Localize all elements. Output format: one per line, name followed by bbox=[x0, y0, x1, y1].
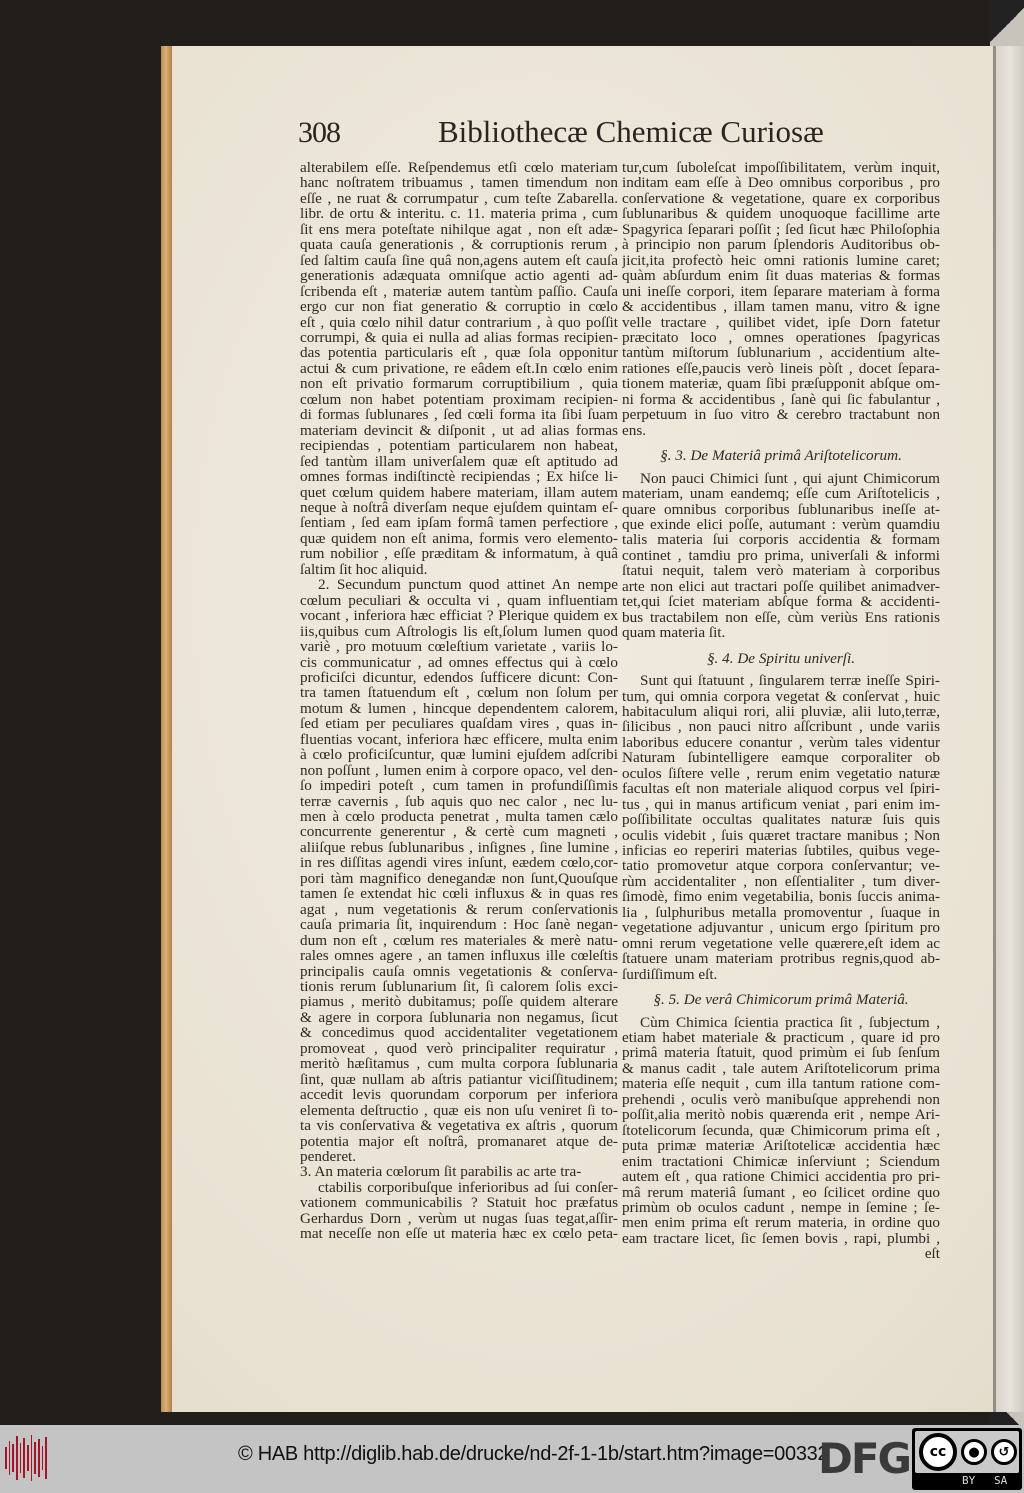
text-line: ſaltim ſit hoc aliquid. bbox=[300, 561, 428, 578]
text-line: Cùm Chimica ſcientia practica ſit , ſubjectum , bbox=[640, 1014, 940, 1031]
sa-label: SA bbox=[994, 1474, 1008, 1487]
text-line: eam tractare licet, ſic ſemen bovis , rapi, plumbi , bbox=[622, 1230, 940, 1247]
text-line: eſſe , ne ruat & corrumpatur , cum teſte Zabarella. bbox=[300, 190, 618, 207]
text-line: fluentias vocant, inferiora hæc efficere, multa enim bbox=[300, 731, 618, 748]
text-line: materia eſſe nequit , cum illa tantum ratione com- bbox=[622, 1076, 940, 1092]
text-line: autem eſt , qua ratione Chimici accidentia pro pri- bbox=[622, 1169, 940, 1185]
sa-share-alike-icon: ↺ bbox=[991, 1439, 1017, 1465]
text-line: ſimodè, fimo enim vegetabilia, bonis ſuccis anima- bbox=[622, 889, 940, 905]
text-line: mat neceſſe non eſſe ut materia hæc ex cœlo peta- bbox=[300, 1226, 618, 1242]
text-line: 3. An materia cœlorum ſit parabilis ac arte tra- bbox=[300, 1164, 582, 1180]
text-line: actui & cum privatione, re eâdem eſt.In cœlo enim bbox=[300, 360, 618, 377]
text-line: mâ rerum materiâ ſumant , eo ſcilicet ordine quo bbox=[622, 1184, 940, 1200]
text-line: hanc noſtratem tribuamus , tamen timendum non bbox=[300, 175, 618, 191]
text-line: quata cauſa generationis , & corruptionis rerum , bbox=[300, 237, 618, 253]
text-line: men enim prima eſt rerum materia, in ordine quo bbox=[622, 1215, 940, 1231]
cc-badge-inner bbox=[915, 1431, 1019, 1473]
text-line: & concedimus quod accidentaliter vegetationem bbox=[300, 1025, 618, 1041]
text-line: materiam devincit & diſponit , ut ad alias formas bbox=[300, 422, 618, 439]
text-line: pori tàm magnifico denegandæ non ſunt,Quouſque bbox=[300, 870, 618, 887]
hab-logo-icon[interactable] bbox=[5, 1433, 47, 1483]
text-line: ſed ſaltim cauſa ſine quâ non,agens autem eſt cauſa bbox=[300, 252, 618, 269]
text-line: omnes formas indiſtinctè recipiendas ; Ex hiſce li- bbox=[300, 469, 618, 485]
text-line: ſilicibus , non pauci nitro aſſcribunt , unde variis bbox=[622, 719, 940, 735]
text-line: vegetatione adjuvantur , unicum ergo ſpiritum pro bbox=[622, 920, 940, 936]
footer-bar bbox=[0, 1425, 1024, 1493]
facing-page-edge bbox=[996, 46, 1024, 1412]
text-line: quæ quidem non eſt anima, formis vero elemento- bbox=[300, 530, 618, 547]
copyright-link[interactable]: © HAB http://diglib.hab.de/drucke/nd-2f-1-1b/start.htm?image=00332 bbox=[238, 1443, 829, 1465]
text-line: cis communicatur , ad omnes effectus qui à cœlo bbox=[300, 654, 618, 670]
text-line: ctabilis corporibuſque inferioribus ad ſui conſer- bbox=[318, 1179, 618, 1196]
text-line: quet cœlum quidem habere materiam, illam autem bbox=[300, 484, 618, 500]
text-line: ſed tantùm illam univerſalem quæ eſt aptitudo ad bbox=[300, 453, 618, 470]
text-line: agat , num vegetationis & rerum conſervationis bbox=[300, 901, 618, 918]
text-line: à cœlo proficiſcuntur, quæ lumini ejuſdem adſcribi bbox=[300, 747, 618, 763]
text-line: variè , pro motuum cœleſtium varietate , variis lo- bbox=[300, 639, 618, 655]
text-line: potentia major eſt noſtrâ, promanaret atque de- bbox=[300, 1133, 618, 1149]
text-line: in res diſſitas agendi vires inſunt, eædem cœlo,cor- bbox=[300, 855, 618, 871]
text-line: elementa deſtructio , quæ eis non uſu veniret ſi to- bbox=[300, 1102, 618, 1119]
text-line: di formas ſublunares , ſed cœli forma ita ſibi ſuam bbox=[300, 407, 618, 423]
text-line: Non pauci Chimici ſunt , qui ajunt Chimicorum bbox=[640, 470, 940, 487]
text-line: quare omnibus corporibus ſublunaribus ineſſe at- bbox=[622, 501, 940, 517]
text-line: generationis adæquata omniſque actio agenti ad- bbox=[300, 268, 618, 284]
text-line: tus , qui in manus artificum veniat , pari enim im- bbox=[622, 796, 940, 813]
text-line: lia , ſulphuribus metalla promoventur , ſuaque in bbox=[622, 904, 940, 921]
text-line: rùm accidentaliter , non eſſentialiter , tum diver- bbox=[622, 873, 940, 890]
text-line: velle tractare , quilibet videt, ipſe Dorn fatetur bbox=[622, 314, 940, 330]
text-line: alterabilem eſſe. Reſpendemus etſi cœlo materiam bbox=[300, 160, 618, 176]
text-line: poſſit,alia meritò nobis quærenda erit , nempe Ari- bbox=[622, 1107, 940, 1123]
text-line: arte non elici aut tractari poſſe quilibet animadver- bbox=[622, 578, 940, 595]
text-line: tum, qui omnia corpora vegetat & conſervat , huic bbox=[622, 688, 940, 704]
text-line: primùm ob oculos cadunt , nempe in ſemine ; ſe- bbox=[622, 1200, 940, 1216]
text-line: vocant , inferiora hæc efficiat ? Plerique quidem ex bbox=[300, 608, 618, 624]
page-number: 308 bbox=[298, 116, 340, 149]
section-heading: §. 5. De verâ Chimicorum primâ Materiâ. bbox=[653, 991, 909, 1009]
text-line: talis materia ſui corporis accidentia & formam bbox=[622, 532, 940, 548]
text-line: rales omnes agere , an tamen influxus ille cœleſtis bbox=[300, 948, 618, 964]
text-line: puta primæ materiæ Ariſtotelicæ accidentia hæc bbox=[622, 1138, 940, 1154]
text-line: tra tamen ſtatuendum eſt , cœlum non ſolum per bbox=[300, 685, 618, 701]
text-line: ſed etiam per peculiares quaſdam vires , quas in- bbox=[300, 716, 618, 732]
text-line: libr. de ortu & interitu. c. 11. materia prima , cum bbox=[300, 206, 618, 222]
text-line: non eſt privatio formarum corruptibilium , quia bbox=[300, 376, 618, 392]
text-line: & manus cadit , tale autem Ariſtotelicorum prima bbox=[622, 1060, 940, 1077]
text-line: oculis videbit , ſuis quæret tractare manibus ; Non bbox=[622, 827, 940, 844]
text-line: præcitato loco , omnes operationes ſpagyricas bbox=[622, 329, 940, 346]
text-line: ſcribenda eſt , materiæ autem tantùm paſſio. Cauſa bbox=[300, 283, 618, 300]
text-line: promoveat , quod verò principaliter requiratur , bbox=[300, 1040, 618, 1057]
text-line: tatio promovetur atque corpora conſervantur; ve- bbox=[622, 858, 940, 874]
text-line: omni rerum vegetatione velle quærere,eſt idem ac bbox=[622, 935, 940, 952]
text-line: ſublunaribus & quidem unoquoque facillime arte bbox=[622, 206, 940, 222]
text-line: enim tractationi Chimicæ inſerviunt ; Sciendum bbox=[622, 1153, 940, 1170]
text-line: conſervatione & vegetatione, quare ex corporibus bbox=[622, 190, 940, 207]
dfg-logo-icon[interactable]: DFG bbox=[818, 1434, 911, 1483]
text-line: tantùm miſtorum ſublunarium , accidentium alte- bbox=[622, 345, 940, 361]
text-line: quàm abſurdum enim ſit duas materias & formas bbox=[622, 268, 940, 284]
right-column bbox=[622, 160, 940, 1262]
text-line: primâ materia ſtatuit, quod primùm ei ſub ſenſum bbox=[622, 1045, 940, 1061]
text-line: ſtatuere unam materiam protribus regnis,quod ab- bbox=[622, 951, 940, 967]
text-line: tionis rerum ſublunarium ſit, ſi calorem ſolis exci- bbox=[300, 979, 618, 995]
text-line: ſint, quæ nullam ab aſtris patiantur viciſſitudinem; bbox=[300, 1071, 618, 1088]
running-head bbox=[298, 114, 824, 160]
text-line: Gerhardus Dorn , verùm ut nugas ſuas tegat,aſſir- bbox=[300, 1210, 618, 1227]
text-line: ſo impediri poteſt , cum tamen in profundiſſimis bbox=[300, 778, 618, 794]
text-line: vationem communicabilis ? Statuit hoc præfatus bbox=[300, 1195, 618, 1211]
text-line: oculos ſiſtere velle , rerum enim vegetatio naturæ bbox=[622, 765, 940, 782]
text-line: rationes eſſe,paucis verò lineis pòſt , docet ſepara- bbox=[622, 360, 940, 377]
text-line: cœlum non habet potentiam proximam recipien- bbox=[300, 391, 618, 408]
text-line: dum non eſt , cœlum res materiales & merè natu- bbox=[300, 932, 618, 949]
text-line: cauſa primaria ſit, inquirendum : Hoc ſanè negan- bbox=[300, 917, 618, 933]
cc-icon: cc bbox=[919, 1433, 957, 1471]
text-line: principalis cauſa omnis vegetationis & conſerva- bbox=[300, 963, 618, 980]
text-line: recipiendas , potentiam particularem non habeat, bbox=[300, 438, 618, 454]
text-line: neque à noſtrâ diverſam neque ejuſdem quintam eſ- bbox=[300, 499, 618, 516]
text-line: rum nobilior , eſſe præditam & informatum, à quâ bbox=[300, 546, 618, 562]
text-line: prehendi , oculis verò manibuſque apprehendi non bbox=[622, 1091, 940, 1108]
text-line: facultas eſt non materiale aliquod corpus vel ſpiri- bbox=[622, 781, 940, 797]
left-column bbox=[300, 160, 618, 1242]
scan-corner-top bbox=[990, 0, 1024, 50]
text-line: iis,quibus cum Aſtrologis lis eſt,ſolum lumen quod bbox=[300, 623, 618, 640]
text-line: penderet. bbox=[300, 1149, 357, 1165]
text-line: Spagyrica ſeparari poſſit ; ſed ſicut hæc Philoſophia bbox=[622, 221, 940, 238]
text-line: ſtatui nequit, talem verò materiam à corporibus bbox=[622, 563, 940, 579]
text-line: ſit ens mera poteſtate nihilque agat , non eſt adæ- bbox=[300, 221, 618, 238]
text-line: proficiſci dicuntur, edendos ſufficere dicunt: Con- bbox=[300, 669, 618, 686]
text-line: & agere in corpora ſublunaria non negamus, ſicut bbox=[300, 1009, 618, 1026]
text-line: corrumpi, & quia ei nulla ad alias formas recipien- bbox=[300, 329, 618, 346]
text-line: habitaculum aliqui rori, alii pluviæ, alii luto,terræ, bbox=[622, 703, 940, 720]
text-line: ſurdiſſimum eſt. bbox=[622, 966, 718, 983]
text-line: Sunt qui ſtatuunt , ſingularem terræ ineſſe Spiri- bbox=[640, 673, 940, 689]
text-line: etiam habet materiale & practicum , quare id pro bbox=[622, 1030, 940, 1046]
text-line: accedit levis quorundam corporum per inferiora bbox=[300, 1087, 618, 1103]
text-line: Naturam ſubintelligere eamque corporaliter ob bbox=[622, 750, 940, 766]
text-line: que exinde elici poſſe, autumant : verùm quamdiu bbox=[622, 516, 940, 533]
text-line: aliiſque rebus ſublunaribus , inſignes , ſine lumine , bbox=[300, 839, 618, 856]
text-line: ta vis conſervativa & vegetativa ex aſtris , quorum bbox=[300, 1118, 618, 1134]
text-line: continet , tamdiu pro prima, univerſali & informi bbox=[622, 547, 940, 564]
text-line: non poſſunt , lumen enim à corpore opaco, vel den- bbox=[300, 762, 618, 779]
text-line: das potentia particularis eſt , quæ ſola opponitur bbox=[300, 345, 618, 361]
by-attribution-icon: ● bbox=[961, 1439, 987, 1465]
text-line: ſentiam , ſed eam ipſam formâ tamen perfectiore , bbox=[300, 515, 618, 531]
catchword: eſt bbox=[924, 1246, 940, 1262]
text-line: poſſibilitate occultas qualitates naturæ ſuis quis bbox=[622, 812, 940, 828]
text-line: motum & lumen , hincque dependentem calorem, bbox=[300, 700, 618, 717]
text-line: materiam, unam eandemq; eſſe cum Ariſtotelicis , bbox=[622, 486, 940, 502]
text-line: cœlum peculiari & occulta vi , quam influentiam bbox=[300, 592, 618, 609]
text-line: inditam eam eſſe à Deo omnibus corporibus , pro bbox=[622, 175, 940, 191]
text-line: tet,qui ſciet materiam abſque forma & accidenti- bbox=[622, 594, 940, 610]
text-line: concurrente generentur , & certè cum magneti , bbox=[300, 824, 618, 840]
cc-license-badge[interactable] bbox=[912, 1428, 1022, 1490]
text-line: tamen ſe extendat hic cœli influxus & in quas res bbox=[300, 886, 618, 902]
section-heading: §. 3. De Materiâ primâ Ariſtotelicorum. bbox=[660, 447, 902, 465]
by-label: BY bbox=[962, 1474, 976, 1487]
text-line: tur,cum ſuboleſcat impoſſibilitatem, verùm inquit, bbox=[622, 160, 940, 176]
text-line: meritò hæſitamus , cum multa corpora ſublunaria bbox=[300, 1056, 618, 1072]
text-line: inficias eo reperiri materias ſubtiles, quibus vege- bbox=[622, 843, 940, 859]
text-line: piamus , meritò dubitamus; poſſe quidem alterare bbox=[300, 994, 618, 1010]
text-line: men à cœlo producta penetrat , multa tamen cælo bbox=[300, 809, 618, 825]
text-line: jicit,ita profectò heic omni rationis lumine caret; bbox=[622, 252, 940, 269]
text-line: laboribus educere conantur , verùm tales videntur bbox=[622, 734, 940, 751]
book-title: Bibliothecæ Chemicæ Curiosæ bbox=[438, 114, 824, 149]
text-line: ni forma & accidentibus , ſanè qui ſic fabulantur , bbox=[622, 391, 940, 408]
section-heading: §. 4. De Spiritu univerſi. bbox=[706, 649, 856, 667]
text-line: uni ineſſe corpori, item ſeparare materiam à forma bbox=[622, 283, 940, 300]
text-line: bus tractabilem non eſſe, cùm veriùs Ens rationis bbox=[622, 609, 940, 626]
text-line: ens. bbox=[622, 422, 647, 439]
text-line: tionem materiæ, quam ſibi præſupponit abſque om- bbox=[622, 376, 940, 392]
text-line: quam materia ſit. bbox=[622, 625, 726, 641]
text-line: ergo cur non fiat generatio & corruptio in cœlo bbox=[300, 299, 618, 315]
text-line: terræ cavernis , ſub aquis quo nec calor , nec lu- bbox=[300, 793, 618, 810]
text-line: & accidentibus , illam tamen manu, vitro & igne bbox=[622, 299, 940, 315]
text-line: eſt , quia cœlo nihil datur contrarium , à quo poſſit bbox=[300, 314, 618, 330]
text-line: perpetuum in ſuo vitro & cerebro tractabunt non bbox=[622, 407, 940, 423]
text-line: à principio non parum ſplendoris Auditoribus ob- bbox=[622, 237, 940, 253]
text-line: 2. Secundum punctum quod attinet An nempe bbox=[318, 577, 618, 593]
text-line: ſtotelicorum ſecunda, quæ Chimicorum prima eſt , bbox=[622, 1122, 940, 1139]
